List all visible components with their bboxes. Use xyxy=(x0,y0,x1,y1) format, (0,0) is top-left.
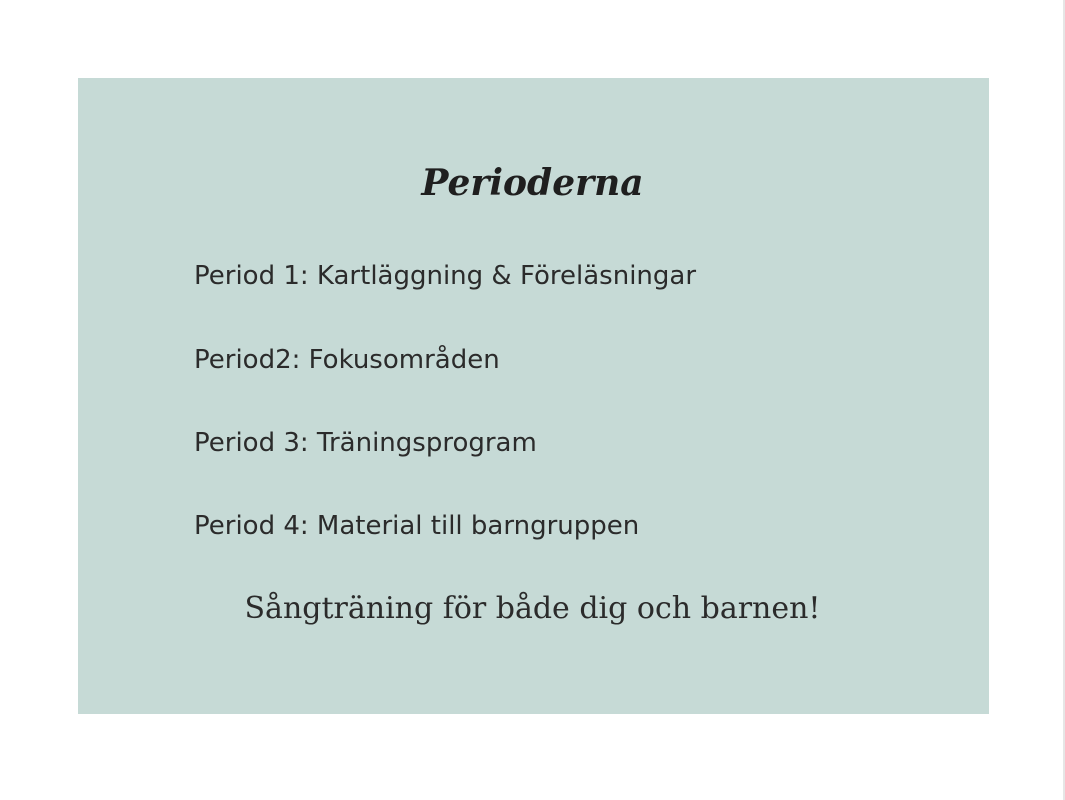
tagline: Sångträning för både dig och barnen! xyxy=(244,591,821,626)
period-2-item: Period2: Fokusområden xyxy=(194,345,500,375)
period-4-item: Period 4: Material till barngruppen xyxy=(194,511,640,541)
card-title: Perioderna xyxy=(421,162,644,204)
period-1-item: Period 1: Kartläggning & Föreläsningar xyxy=(194,261,697,291)
period-3-item: Period 3: Träningsprogram xyxy=(194,428,537,458)
